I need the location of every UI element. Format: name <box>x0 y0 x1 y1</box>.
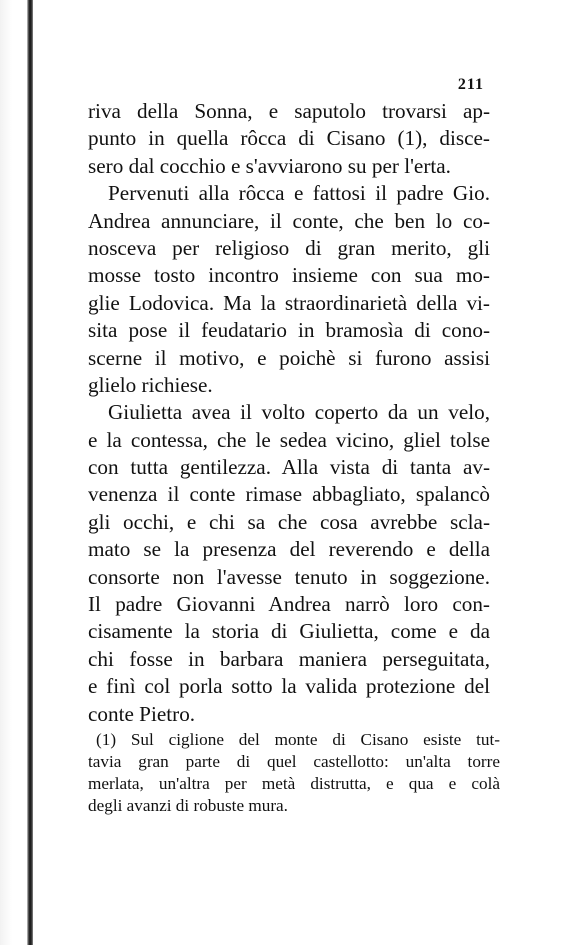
text-line: Giulietta avea il volto coperto da un velo, <box>108 400 490 425</box>
text-line: mato se la presenza del reverendo e della <box>88 537 490 562</box>
text-line: cisamente la storia di Giulietta, come e da <box>88 619 490 644</box>
text-line: Pervenuti alla rôcca e fattosi il padre Gio. <box>108 181 490 206</box>
text-line: riva della Sonna, e saputolo trovarsi ap- <box>88 99 490 123</box>
text-line: chi fosse in barbara maniera perseguitata, <box>88 646 490 671</box>
text-line: conte Pietro. <box>88 701 196 726</box>
page-number: 211 <box>457 76 484 93</box>
text-line: venenza il conte rimase abbagliato, spalancò <box>88 482 490 507</box>
text-line: con tutta gentilezza. Alla vista di tanta av- <box>88 455 490 480</box>
main-text <box>88 98 490 728</box>
text-line: e finì col porla sotto la valida protezione del <box>88 674 490 699</box>
text-line: e la contessa, che le sedea vicino, gliel tolse <box>88 427 490 452</box>
page-gutter <box>0 0 28 945</box>
footnote-line: merlata, un'altra per metà distrutta, e qua e colà <box>88 774 500 793</box>
text-line: scerne il motivo, e poichè si furono assisi <box>88 345 490 370</box>
binding-edge <box>27 0 33 945</box>
text-line: gli occhi, e chi sa che cosa avrebbe scla- <box>88 509 490 534</box>
text-line: Il padre Giovanni Andrea narrò loro con- <box>88 592 490 617</box>
text-line: mosse tosto incontro insieme con sua mo- <box>88 263 490 288</box>
footnote-line: degli avanzi di robuste mura. <box>88 796 288 815</box>
text-line: punto in quella rôcca di Cisano (1), disce- <box>88 126 490 151</box>
text-line: glie Lodovica. Ma la straordinarietà della vi- <box>88 290 490 315</box>
footnote-line: tavia gran parte di quel castellotto: un'alta torre <box>88 752 500 771</box>
text-line: Andrea annunciare, il conte, che ben lo co- <box>88 208 490 233</box>
text-line: sero dal cocchio e s'avviarono su per l'erta. <box>88 153 451 178</box>
text-line: consorte non l'avesse tenuto in soggezione. <box>88 564 490 589</box>
footnote-line: (1) Sul ciglione del monte di Cisano esiste tut- <box>96 730 500 749</box>
text-line: glielo richiese. <box>88 372 213 397</box>
text-line: sita pose il feudatario in bramosìa di cono- <box>88 318 490 343</box>
text-line: nosceva per religioso di gran merito, gli <box>88 235 490 260</box>
footnote <box>88 729 500 817</box>
